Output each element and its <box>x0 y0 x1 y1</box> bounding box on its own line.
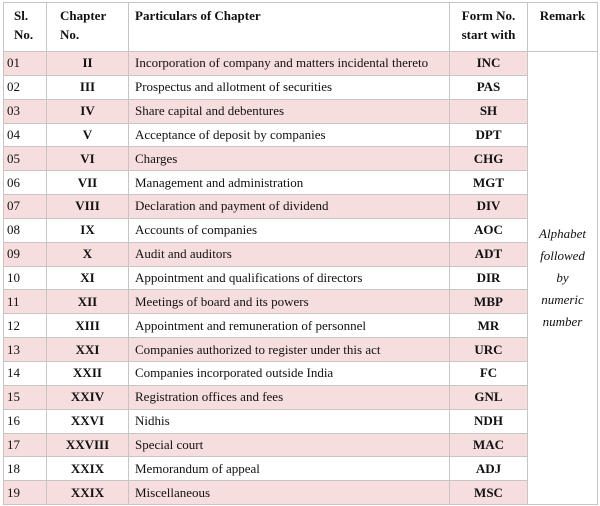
remark-line: number <box>542 314 583 330</box>
chapter-cell: VII <box>47 171 129 195</box>
form-prefix-cell: DPT <box>450 123 528 147</box>
form-prefix-cell: MAC <box>450 433 528 457</box>
chapter-cell: XXVIII <box>47 433 129 457</box>
table-row <box>4 266 598 290</box>
form-prefix-cell: MSC <box>450 481 528 505</box>
header-sl-line2: No. <box>14 27 34 42</box>
table-row <box>4 195 598 219</box>
chapter-cell: V <box>47 123 129 147</box>
sl-cell: 03 <box>4 99 47 123</box>
table-body <box>4 52 598 505</box>
sl-cell: 07 <box>4 195 47 219</box>
table-row <box>4 242 598 266</box>
table-row <box>4 123 598 147</box>
chapter-cell: III <box>47 75 129 99</box>
table-row <box>4 52 598 76</box>
remark-cell <box>528 52 598 505</box>
chapter-cell: XXIX <box>47 457 129 481</box>
sl-cell: 16 <box>4 409 47 433</box>
sl-cell: 14 <box>4 361 47 385</box>
table-row <box>4 338 598 362</box>
particulars-cell: Appointment and remuneration of personnel <box>129 314 450 338</box>
form-prefix-cell: MR <box>450 314 528 338</box>
chapter-cell: XIII <box>47 314 129 338</box>
chapter-cell: IX <box>47 218 129 242</box>
form-prefix-cell: AOC <box>450 218 528 242</box>
particulars-cell: Memorandum of appeal <box>129 457 450 481</box>
chapter-cell: VI <box>47 147 129 171</box>
header-chapter-no: Chapter No. <box>47 3 129 52</box>
particulars-cell: Appointment and qualifications of directors <box>129 266 450 290</box>
particulars-cell: Incorporation of company and matters incidental thereto <box>129 52 450 76</box>
sl-cell: 04 <box>4 123 47 147</box>
table-row <box>4 218 598 242</box>
form-prefix-cell: NDH <box>450 409 528 433</box>
table-row <box>4 361 598 385</box>
particulars-cell: Nidhis <box>129 409 450 433</box>
remark-line: Alphabet <box>539 226 586 242</box>
header-row <box>4 3 598 52</box>
remark-line: by <box>556 270 569 286</box>
particulars-cell: Meetings of board and its powers <box>129 290 450 314</box>
header-sl-no <box>4 3 47 52</box>
chapter-cell: II <box>47 52 129 76</box>
sl-cell: 05 <box>4 147 47 171</box>
sl-cell: 12 <box>4 314 47 338</box>
particulars-cell: Audit and auditors <box>129 242 450 266</box>
table-row <box>4 481 598 505</box>
particulars-cell: Charges <box>129 147 450 171</box>
particulars-cell: Companies incorporated outside India <box>129 361 450 385</box>
sl-cell: 17 <box>4 433 47 457</box>
header-form-line1: Form No. <box>461 8 516 23</box>
header-form-line2: start with <box>461 27 516 42</box>
form-prefix-cell: MGT <box>450 171 528 195</box>
table-row <box>4 409 598 433</box>
header-sl-line1: Sl. <box>14 8 29 23</box>
particulars-cell: Management and administration <box>129 171 450 195</box>
particulars-cell: Registration offices and fees <box>129 385 450 409</box>
chapter-cell: XXIX <box>47 481 129 505</box>
chapter-cell: IV <box>47 99 129 123</box>
form-prefix-cell: CHG <box>450 147 528 171</box>
form-prefix-cell: ADJ <box>450 457 528 481</box>
form-prefix-cell: SH <box>450 99 528 123</box>
chapter-cell: XXIV <box>47 385 129 409</box>
form-prefix-cell: GNL <box>450 385 528 409</box>
table-row <box>4 171 598 195</box>
particulars-cell: Special court <box>129 433 450 457</box>
particulars-cell: Acceptance of deposit by companies <box>129 123 450 147</box>
particulars-cell: Declaration and payment of dividend <box>129 195 450 219</box>
header-form-no <box>450 3 528 52</box>
table-row <box>4 314 598 338</box>
sl-cell: 02 <box>4 75 47 99</box>
table-row <box>4 99 598 123</box>
chapter-cell: XXVI <box>47 409 129 433</box>
form-prefix-cell: INC <box>450 52 528 76</box>
sl-cell: 18 <box>4 457 47 481</box>
header-remark: Remark <box>528 3 598 52</box>
form-prefix-cell: DIR <box>450 266 528 290</box>
chapter-form-table <box>3 2 598 505</box>
sl-cell: 01 <box>4 52 47 76</box>
chapter-cell: XXII <box>47 361 129 385</box>
sl-cell: 06 <box>4 171 47 195</box>
form-prefix-cell: FC <box>450 361 528 385</box>
sl-cell: 08 <box>4 218 47 242</box>
chapter-cell: XI <box>47 266 129 290</box>
form-prefix-cell: URC <box>450 338 528 362</box>
sl-cell: 15 <box>4 385 47 409</box>
chapter-cell: VIII <box>47 195 129 219</box>
particulars-cell: Prospectus and allotment of securities <box>129 75 450 99</box>
form-prefix-cell: DIV <box>450 195 528 219</box>
form-prefix-cell: MBP <box>450 290 528 314</box>
table-row <box>4 147 598 171</box>
sl-cell: 19 <box>4 481 47 505</box>
remark-line: numeric <box>541 292 584 308</box>
table-row <box>4 457 598 481</box>
table-row <box>4 290 598 314</box>
header-particulars: Particulars of Chapter <box>129 3 450 52</box>
particulars-cell: Companies authorized to register under this act <box>129 338 450 362</box>
sl-cell: 10 <box>4 266 47 290</box>
particulars-cell: Miscellaneous <box>129 481 450 505</box>
table-row <box>4 75 598 99</box>
table-row <box>4 385 598 409</box>
form-prefix-cell: ADT <box>450 242 528 266</box>
table-row <box>4 433 598 457</box>
sl-cell: 11 <box>4 290 47 314</box>
chapter-cell: XXI <box>47 338 129 362</box>
sl-cell: 09 <box>4 242 47 266</box>
sl-cell: 13 <box>4 338 47 362</box>
particulars-cell: Share capital and debentures <box>129 99 450 123</box>
chapter-cell: X <box>47 242 129 266</box>
form-prefix-cell: PAS <box>450 75 528 99</box>
chapter-cell: XII <box>47 290 129 314</box>
remark-line: followed <box>540 248 585 264</box>
particulars-cell: Accounts of companies <box>129 218 450 242</box>
